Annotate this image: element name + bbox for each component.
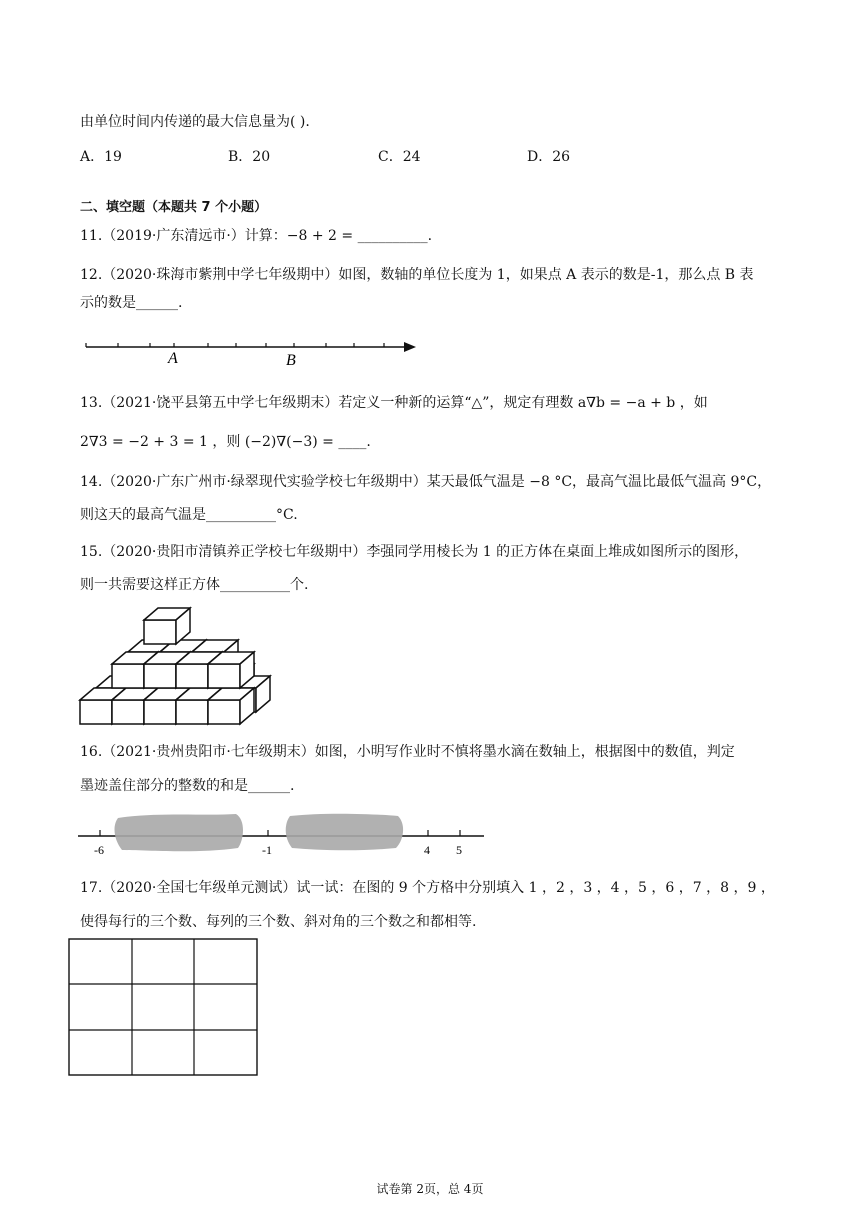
q17-line2: 使得每行的三个数、每列的三个数、斜对角的三个数之和都相等. bbox=[80, 914, 477, 930]
cube-stack-figure bbox=[76, 606, 276, 728]
page-footer: 试卷第 2页，总 4页 bbox=[376, 1182, 484, 1196]
point-a-label: A bbox=[168, 350, 178, 367]
point-b-label: B bbox=[286, 352, 296, 369]
q15-line2: 则一共需要这样正方体__________个. bbox=[80, 577, 309, 593]
tick-label-4: 4 bbox=[424, 843, 430, 857]
q12-line1: 12.（2020·珠海市紫荆中学七年级期中）如图，数轴的单位长度为 1，如果点 A 表示的数是-1，那么点 B 表 bbox=[80, 267, 754, 283]
magic-square-grid bbox=[68, 938, 260, 1078]
arrow-head-icon bbox=[404, 342, 416, 352]
ink-blot-left bbox=[115, 814, 243, 851]
q16-line2: 墨迹盖住部分的整数的和是______. bbox=[80, 778, 295, 794]
tick-label-neg6: -6 bbox=[94, 843, 104, 857]
q15-line1: 15.（2020·贵阳市清镇养正学校七年级期中）李强同学用棱长为 1 的正方体在桌面上堆成如图所示的图形， bbox=[80, 544, 749, 560]
section-heading: 二、填空题（本题共 7 个小题） bbox=[80, 200, 268, 215]
q10-option-b: B．20 bbox=[228, 149, 271, 165]
q10-option-c: C．24 bbox=[378, 149, 421, 165]
q12-line2: 示的数是______. bbox=[80, 295, 183, 311]
q13-line1: 13.（2021·饶平县第五中学七年级期末）若定义一种新的运算“△”，规定有理数 a∇b = −a + b ，如 bbox=[80, 395, 708, 411]
ink-number-line-figure bbox=[76, 810, 496, 860]
tick-label-5: 5 bbox=[456, 843, 462, 857]
ink-blot-right bbox=[286, 814, 403, 851]
number-line-figure bbox=[82, 333, 422, 369]
q10-option-a: A．19 bbox=[80, 149, 122, 165]
q17-line1: 17.（2020·全国七年级单元测试）试一试：在图的 9 个方格中分别填入 1 ，2 ，3 ，4 ，5 ，6 ，7 ，8 ，9 ， bbox=[80, 880, 775, 896]
tick-label-neg1: -1 bbox=[262, 843, 272, 857]
q14-line1: 14.（2020·广东广州市·绿翠现代实验学校七年级期中）某天最低气温是 −8 °C，最高气温比最低气温高 9°C， bbox=[80, 474, 772, 490]
q14-line2: 则这天的最高气温是__________°C. bbox=[80, 507, 298, 523]
q10-option-d: D．26 bbox=[527, 149, 571, 165]
q16-line1: 16.（2021·贵州贵阳市·七年级期末）如图，小明写作业时不慎将墨水滴在数轴上，根据图中的数值，判定 bbox=[80, 744, 735, 760]
q10-stem: 由单位时间内传递的最大信息量为( ). bbox=[80, 114, 310, 130]
q13-line2: 2∇3 = −2 + 3 = 1 ，则 (−2)∇(−3) = ____. bbox=[80, 434, 371, 450]
q11-text: 11.（2019·广东清远市·）计算：−8 + 2 = __________. bbox=[80, 228, 433, 244]
